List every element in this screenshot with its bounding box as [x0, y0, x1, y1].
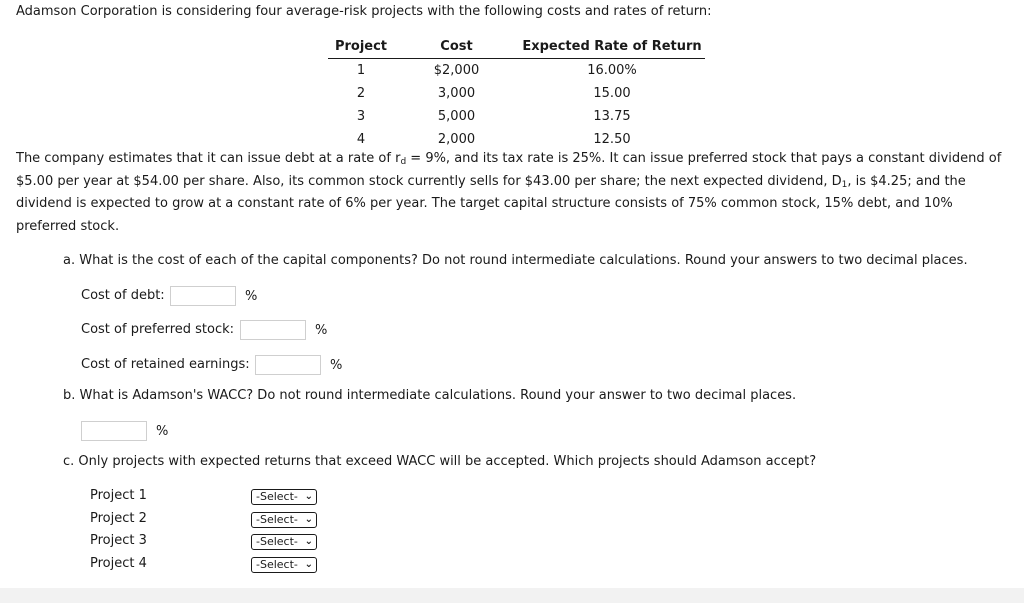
cost-of-preferred-label: Cost of preferred stock:: [81, 322, 235, 337]
paragraph-line-1: The company estimates that it can issue debt at a rate of $r_d = 9\%$, and its tax rate is 25%. It can issue preferred stock that pays a constant dividend of: [16, 151, 1002, 167]
question-a-text: a. What is the cost of each of the capital components? Do not round intermediate calculations. Round your answers to two decimal places.: [63, 253, 968, 268]
chevron-down-icon: ⌄: [304, 559, 313, 570]
project-2-label: Project 2: [90, 511, 147, 526]
table-row: [328, 59, 705, 83]
chevron-down-icon: ⌄: [304, 514, 313, 525]
cell-return: 15.00: [593, 86, 631, 101]
cell-return: 16.00%: [587, 63, 637, 78]
question-c-text: c. Only projects with expected returns that exceed WACC will be accepted. Which projects should Adamson accept?: [63, 454, 817, 469]
cell-project: 2: [356, 86, 366, 101]
cost-of-retained-label: Cost of retained earnings:: [81, 357, 250, 372]
project-2-select[interactable]: -Select- ⌄: [251, 512, 317, 528]
cell-project: 1: [356, 63, 366, 78]
cost-of-debt-input[interactable]: [170, 286, 236, 306]
table-row: [328, 105, 705, 128]
header-expected-return: Expected Rate of Return: [519, 36, 705, 59]
project-3-label: Project 3: [90, 533, 147, 548]
projects-table: [328, 36, 705, 151]
cell-cost: $2,000: [433, 63, 480, 78]
cell-return: 13.75: [593, 109, 631, 124]
intro-text: Adamson Corporation is considering four average-risk projects with the following costs and rates of return:: [16, 4, 712, 19]
cell-cost: 3,000: [437, 86, 476, 101]
cell-cost: 2,000: [437, 132, 476, 147]
cost-of-debt-label: Cost of debt:: [81, 288, 165, 303]
percent-unit: %: [156, 424, 169, 439]
paragraph-line-4: preferred stock.: [16, 219, 120, 234]
header-project: Project: [328, 36, 394, 59]
cell-project: 3: [356, 109, 366, 124]
table-row: [328, 82, 705, 105]
project-3-select[interactable]: -Select- ⌄: [251, 534, 317, 550]
paragraph-line-2: $5.00 per year at $54.00 per share. Also, its common stock currently sells for $43.00 per share; the next expected dividend, $D_1$, is $4.25; and the: [16, 174, 966, 190]
project-1-label: Project 1: [90, 488, 147, 503]
project-4-label: Project 4: [90, 556, 147, 571]
project-1-select[interactable]: -Select- ⌄: [251, 489, 317, 505]
cost-of-retained-input[interactable]: [255, 355, 321, 375]
wacc-input[interactable]: [81, 421, 147, 441]
chevron-down-icon: ⌄: [304, 491, 313, 502]
question-b-text: b. What is Adamson's WACC? Do not round intermediate calculations. Round your answer to two decimal places.: [63, 388, 797, 403]
percent-unit: %: [315, 323, 328, 338]
cost-of-preferred-input[interactable]: [240, 320, 306, 340]
project-4-select[interactable]: -Select- ⌄: [251, 557, 317, 573]
cell-cost: 5,000: [437, 109, 476, 124]
table-row: [328, 128, 705, 151]
chevron-down-icon: ⌄: [304, 536, 313, 547]
percent-unit: %: [330, 358, 343, 373]
header-cost: Cost: [394, 36, 519, 59]
page-footer-bar: [0, 588, 1024, 603]
percent-unit: %: [245, 289, 258, 304]
cell-project: 4: [356, 132, 366, 147]
cell-return: 12.50: [593, 132, 631, 147]
paragraph-line-3: dividend is expected to grow at a constant rate of 6% per year. The target capital structure consists of 75% common stock, 15% debt, and 10%: [16, 196, 953, 211]
table-header-row: [328, 36, 705, 59]
